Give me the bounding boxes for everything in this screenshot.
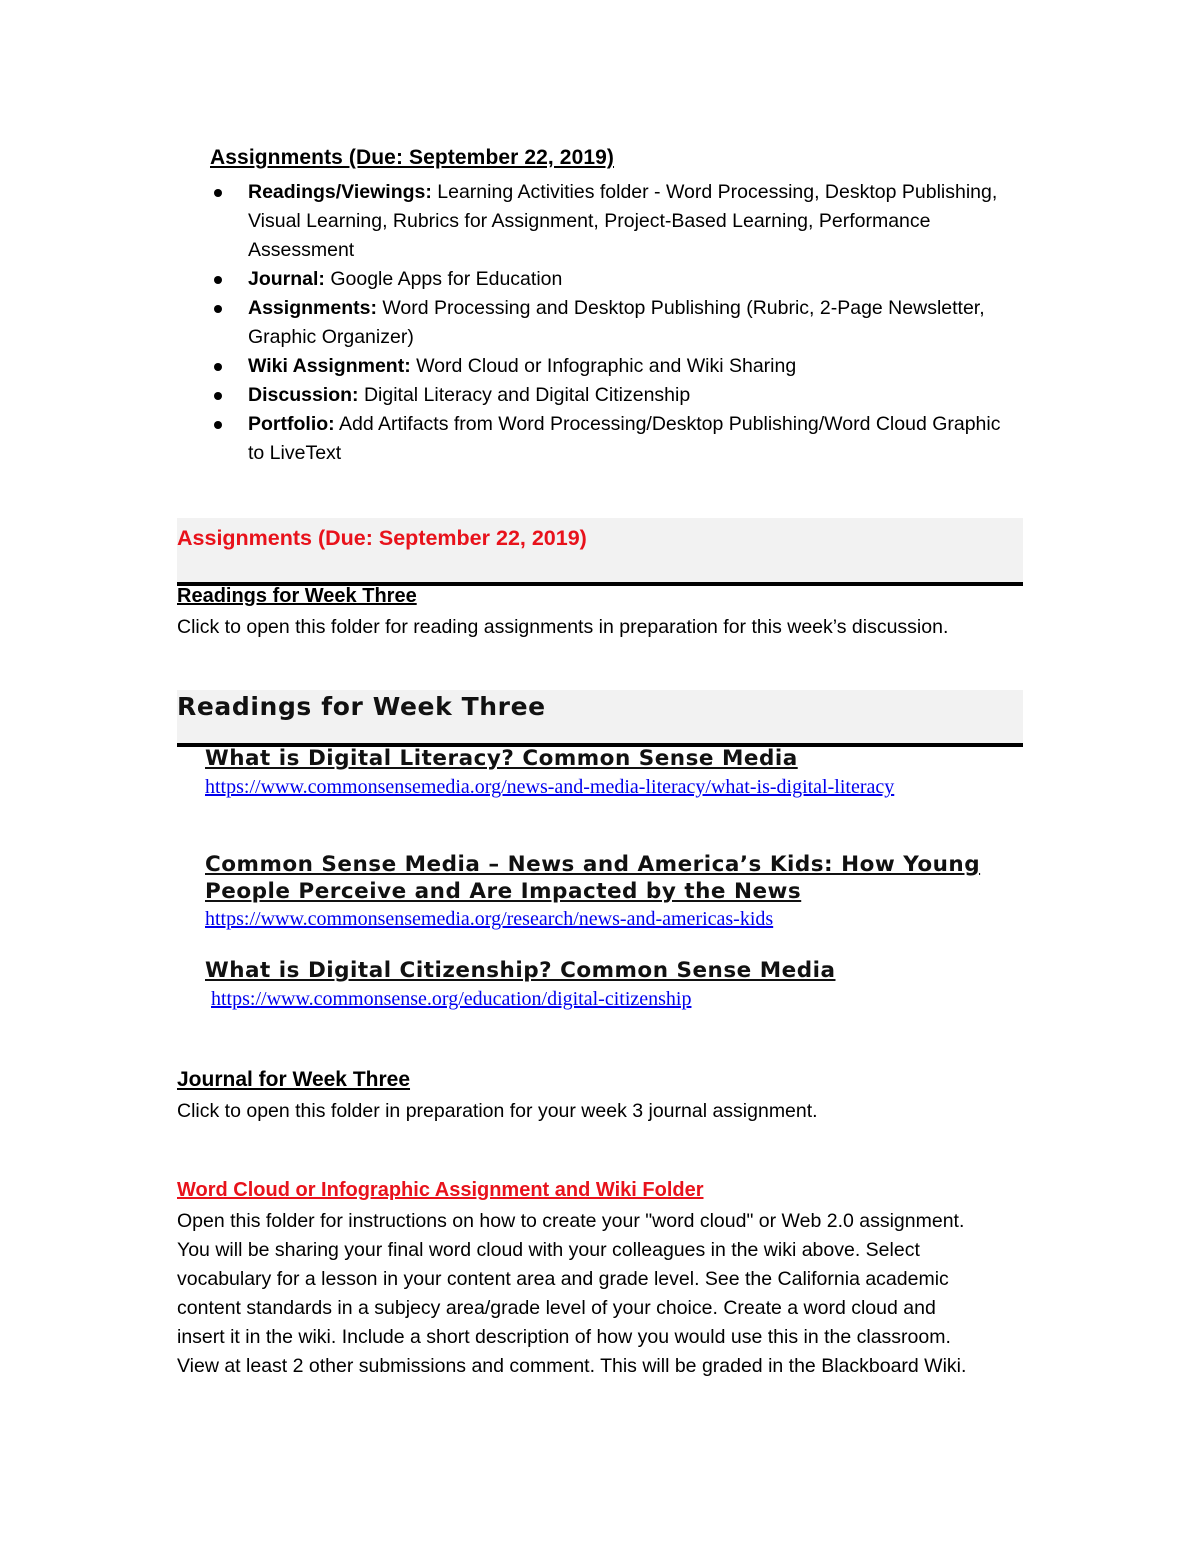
list-item [212,381,1012,410]
item-text: Google Apps for Education [324,268,563,290]
list-item [212,352,1012,381]
assignments-section-title: Assignments (Due: September 22, 2019) [177,526,587,550]
reading-url-link[interactable]: https://www.commonsense.org/education/digital-citizenship [211,988,692,1010]
bullet-icon [214,421,222,429]
item-text: Digital Literacy and Digital Citizenship [358,384,691,406]
bullet-icon [214,363,222,371]
reading-url-link[interactable]: https://www.commonsensemedia.org/news-and-media-literacy/what-is-digital-literacy [205,776,895,798]
bullet-icon [214,305,222,313]
readings-folder-link[interactable]: Readings for Week Three [177,585,417,607]
item-label: Wiki Assignment: [248,355,411,377]
readings-section-title: Readings for Week Three [177,692,546,721]
reading-title-link[interactable]: What is Digital Citizenship? Common Sense Media [205,958,836,983]
reading-title-link[interactable]: What is Digital Literacy? Common Sense Media [205,746,798,771]
assignments-section-header [177,518,1023,586]
reading-url-link[interactable]: https://www.commonsensemedia.org/research/news-and-americas-kids [205,908,774,930]
bullet-icon [214,392,222,400]
item-label: Portfolio: [248,413,335,435]
item-text: Add Artifacts from Word Processing/Desktop Publishing/Word Cloud Graphic to LiveText [248,413,1001,464]
bullet-icon [214,189,222,197]
item-text: Learning Activities folder - Word Processing, Desktop Publishing, Visual Learning, Rubrics for Assignment, Project-Based Learning, Performance Assessment [248,181,998,261]
list-item [212,265,1012,294]
bullet-icon [214,276,222,284]
journal-description: Click to open this folder in preparation for your week 3 journal assignment. [177,1100,818,1122]
readings-folder-description: Click to open this folder for reading assignments in preparation for this week’s discussion. [177,616,949,638]
assignments-heading: Assignments (Due: September 22, 2019) [210,146,615,169]
item-label: Readings/Viewings: [248,181,432,203]
word-cloud-folder-link[interactable]: Word Cloud or Infographic Assignment and Wiki Folder [177,1179,704,1201]
item-text: Word Processing and Desktop Publishing (Rubric, 2-Page Newsletter, Graphic Organizer) [248,297,985,348]
item-label: Discussion: [248,384,359,406]
item-label: Assignments: [248,297,377,319]
list-item [212,410,1012,468]
list-item [212,178,1012,265]
journal-folder-link[interactable]: Journal for Week Three [177,1068,411,1091]
item-text: Word Cloud or Infographic and Wiki Sharing [410,355,797,377]
readings-section-header [177,690,1023,747]
item-label: Journal: [248,268,325,290]
reading-title-link[interactable]: Common Sense Media – News and America’s Kids: How Young People Perceive and Are Impacted by the News [205,852,981,904]
list-item [212,294,1012,352]
assignments-list [212,178,1012,468]
word-cloud-description: Open this folder for instructions on how to create your "word cloud" or Web 2.0 assignment. You will be sharing your final word cloud with your colleagues in the wiki above. Select vocabulary for a lesson in your content area and grade level. See the California academic content standards in a subjecy area/grade level of your choice. Create a word cloud and insert it in the wiki. Include a short description of how you would use this in the classroom. View at least 2 other submissions and comment. This will be graded in the Blackboard Wiki. [177,1210,967,1377]
